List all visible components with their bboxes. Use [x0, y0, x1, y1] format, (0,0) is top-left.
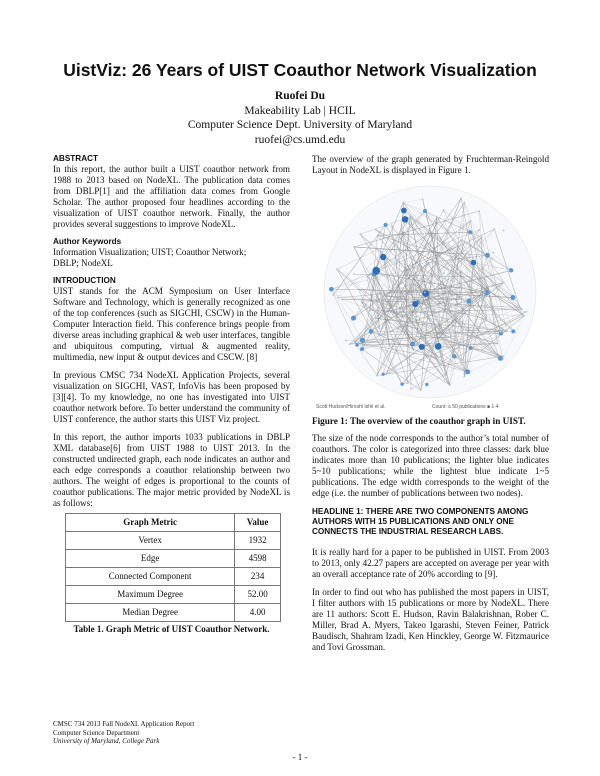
figure-legend-left: Scott Hudson/Hiroshi Ishii et al.: [316, 404, 386, 410]
network-node: [455, 253, 457, 255]
network-node: [450, 336, 452, 338]
network-node: [468, 230, 472, 234]
network-node: [502, 355, 504, 357]
network-node: [478, 210, 480, 212]
table-cell-value: 234: [235, 568, 281, 586]
author-block: [0, 89, 600, 147]
acceptance-paragraph: It is really hard for a paper to be published in UIST. From 2003 to 2013, only 42.27 papers are accepted on average per year with an overall acceptance rate of 20% according to [9].: [312, 547, 549, 579]
network-node: [502, 330, 504, 332]
network-node: [452, 354, 456, 358]
network-node: [526, 311, 528, 313]
network-node: [523, 315, 525, 317]
network-node: [503, 230, 505, 232]
table-cell-value: 4598: [235, 550, 281, 568]
network-node: [375, 317, 377, 319]
network-node: [353, 273, 355, 275]
network-node: [422, 290, 429, 297]
network-node: [402, 216, 409, 223]
footer-line-2: Computer Science Department: [53, 728, 140, 737]
network-node: [353, 246, 355, 248]
network-node: [419, 344, 425, 350]
table-header-row: [66, 514, 281, 532]
network-node: [461, 286, 463, 288]
network-node: [492, 258, 494, 260]
network-node: [481, 236, 483, 238]
network-node: [412, 349, 414, 351]
table-cell-metric: Connected Component: [66, 568, 235, 586]
network-node: [425, 383, 428, 386]
network-node: [412, 283, 414, 285]
network-node: [360, 338, 365, 343]
network-node: [497, 343, 499, 345]
network-node: [376, 292, 378, 294]
network-node: [354, 341, 356, 343]
network-node: [349, 343, 351, 345]
graph-metric-table: [65, 513, 281, 622]
network-node: [437, 261, 439, 263]
network-node: [459, 298, 461, 300]
network-node: [417, 332, 419, 334]
network-node: [462, 298, 464, 300]
author-lab: Makeability Lab | HCIL: [244, 104, 356, 117]
network-node: [510, 295, 515, 300]
footer-line-1: CMSC 734 2013 Fall NodeXL Application Report: [53, 720, 195, 728]
network-node: [422, 198, 424, 200]
network-node: [389, 345, 391, 347]
network-node: [336, 268, 338, 270]
intro-paragraph-3: In this report, the author imports 1033 publications in DBLP XML database[6] from UIST 1988 to UIST 2013. In the constructed undirected graph, each node indicates an author and each edge corresponds a coauthor relationship between two authors. The weight of edges is proportional to the counts of coauthor publications. The major metric provided by NodeXL is as follows:: [53, 432, 290, 508]
network-node: [378, 328, 380, 330]
network-node: [487, 286, 489, 288]
table-cell-metric: Edge: [66, 550, 235, 568]
network-node: [463, 202, 465, 204]
network-node: [383, 312, 385, 314]
network-node: [369, 310, 371, 312]
table-header-value: Value: [235, 514, 281, 532]
network-node: [409, 216, 411, 218]
page-number: - 1 -: [292, 752, 308, 762]
network-node: [419, 264, 421, 266]
network-node: [391, 225, 393, 227]
intro-paragraph-1: UIST stands for the ACM Symposium on User Interface Software and Technology, which is generally recognized as one of the top conferences (such as SIGCHI, CSCW) in the Human-Computer Interaction field. This conference brings people from diverse areas including graphical & web user interfaces, tangible and ubiquitous computing, virtual & augmented reality, multimedia, new input & output devices and CSCW. [8]: [53, 286, 290, 362]
network-node: [460, 270, 462, 272]
network-node: [381, 295, 383, 297]
node-size-paragraph: The size of the node corresponds to the author’s total number of coauthors. The color is categorized into three classes: dark blue indicates more than 10 publications; the lighter blue indicates 5~10 publications; while the lightest blue indicate 1~5 publications. The edge width corresponds to the weight of the edge (i.e. the number of publications between two nodes).: [312, 433, 549, 498]
network-node: [425, 324, 427, 326]
left-column: [53, 154, 290, 635]
network-node: [493, 252, 495, 254]
table-header-metric: Graph Metric: [66, 514, 235, 532]
network-node: [391, 312, 393, 314]
network-node: [458, 245, 460, 247]
network-node: [440, 363, 442, 365]
network-node: [443, 333, 445, 335]
figure-legend-right: Count: ≤ 50 publications ■ 1-4: [432, 404, 499, 410]
network-node: [376, 375, 378, 377]
network-node: [355, 343, 358, 346]
network-node: [345, 339, 347, 341]
network-node: [405, 266, 407, 268]
network-node: [380, 254, 386, 260]
network-node: [381, 343, 383, 345]
network-node: [498, 356, 503, 361]
paper-title: UistViz: 26 Years of UIST Coauthor Network Visualization: [63, 60, 537, 80]
network-node: [465, 313, 467, 315]
network-node: [509, 268, 513, 272]
network-node: [414, 310, 416, 312]
network-node: [332, 294, 334, 296]
network-node: [460, 197, 462, 199]
network-node: [341, 298, 343, 300]
network-node: [438, 357, 440, 359]
network-node: [463, 367, 465, 369]
table-row: [66, 568, 281, 586]
network-node: [378, 248, 380, 250]
figure-caption: Figure 1: The overview of the coauthor graph in UIST.: [312, 416, 526, 426]
network-node: [471, 260, 477, 266]
network-node: [378, 334, 380, 336]
network-node: [493, 228, 495, 230]
network-node: [436, 256, 438, 258]
introduction-heading: INTRODUCTION: [53, 276, 116, 285]
network-node: [351, 316, 356, 321]
table-cell-value: 1932: [235, 532, 281, 550]
network-node: [404, 324, 406, 326]
network-node: [439, 333, 441, 335]
intro-paragraph-2: In previous CMSC 734 NodeXL Application Projects, several visualization on SIGCHI, VAST, InfoVis has been proposed by [3][4]. To my knowledge, no one has investigated into UIST coauthor network before. To better understand the community of UIST conference, the author starts this UIST Viz project.: [53, 370, 290, 424]
network-node: [368, 277, 370, 279]
network-node: [484, 296, 486, 298]
author-email: ruofei@cs.umd.edu: [254, 133, 346, 146]
keywords-line-2: DBLP; NodeXL: [53, 258, 113, 268]
network-node: [435, 343, 442, 350]
network-node: [400, 382, 403, 385]
network-node: [418, 343, 420, 345]
network-node: [502, 359, 504, 361]
network-node: [412, 301, 418, 307]
network-node: [410, 341, 415, 346]
footer-line-3: University of Maryland, College Park: [53, 737, 160, 745]
network-node: [401, 208, 407, 214]
network-node: [430, 231, 432, 233]
network-node: [466, 298, 471, 303]
network-node: [357, 288, 359, 290]
table-row: [66, 586, 281, 604]
network-node: [410, 388, 412, 390]
network-node: [436, 216, 438, 218]
figure-intro-text: The overview of the graph generated by Fruchterman-Reingold Layout in NodeXL is displayed in Figure 1.: [312, 154, 549, 175]
network-node: [382, 373, 385, 376]
network-node: [460, 239, 462, 241]
network-node: [485, 253, 490, 258]
network-node: [372, 267, 380, 275]
network-node: [519, 307, 521, 309]
abstract-text: In this report, the author built a UIST coauthor network from 1988 to 2013 based on NodeXL. The publication data comes from DBLP[1] and the affiliation data comes from Google Scholar. The author proposed four headlines according to the visualization of UIST coauthor network. Finally, the author provides several suggestions to improve NodeXL.: [53, 164, 290, 229]
network-node: [394, 258, 396, 260]
network-node: [420, 389, 422, 391]
right-column: [312, 154, 549, 653]
table-cell-value: 4.00: [235, 604, 281, 622]
network-node: [404, 271, 406, 273]
network-node: [481, 349, 483, 351]
network-node: [395, 317, 397, 319]
network-node: [481, 317, 483, 319]
network-node: [459, 342, 461, 344]
keywords-heading: Author Keywords: [53, 237, 122, 246]
network-node: [489, 290, 491, 292]
network-node: [385, 374, 387, 376]
abstract-heading: ABSTRACT: [53, 154, 99, 163]
network-node: [361, 301, 363, 303]
network-node: [449, 384, 451, 386]
network-node: [506, 330, 508, 332]
network-node: [424, 291, 426, 293]
network-node: [423, 209, 427, 213]
network-node: [442, 294, 444, 296]
network-node: [462, 360, 464, 362]
table-row: [66, 532, 281, 550]
network-node: [445, 374, 447, 376]
network-node: [401, 308, 403, 310]
network-node: [359, 233, 361, 235]
network-node: [465, 369, 470, 374]
network-node: [366, 276, 368, 278]
headline-1: HEADLINE 1: THERE ARE TWO COMPONENTS AMONG AUTHORS WITH 15 PUBLICATIONS AND ONLY ONE CONNECTS THE INDUSTRIAL RESEARCH LABS.: [312, 507, 529, 536]
network-node: [503, 282, 505, 284]
network-node: [388, 309, 390, 311]
table-cell-value: 52.00: [235, 586, 281, 604]
network-node: [483, 276, 485, 278]
table-caption: Table 1. Graph Metric of UIST Coauthor Network.: [73, 624, 270, 634]
network-node: [389, 286, 391, 288]
network-node: [427, 262, 429, 264]
table-cell-metric: Maximum Degree: [66, 586, 235, 604]
table-row: [66, 550, 281, 568]
network-node: [385, 328, 387, 330]
filter-authors-paragraph: In order to find out who has published the most papers in UIST, I filter authors with 15 publications or more by NodeXL. There are 11 authors: Scott E. Hudson, Ravin Balakrishnan, Rober C. Miller, Brad A. Myers, Takeo Igarashi, Steven Feiner, Patrick Baudisch, Shahram Izadi, Ken Hinckley, George W. Fitzmaurice and Tovi Grossman.: [312, 587, 549, 652]
network-node: [443, 272, 445, 274]
network-node: [500, 331, 502, 333]
network-node: [470, 220, 472, 222]
network-node: [478, 229, 480, 231]
network-node: [462, 329, 464, 331]
network-node: [484, 291, 486, 293]
network-node: [463, 376, 465, 378]
network-node: [521, 308, 523, 310]
network-node: [402, 231, 404, 233]
network-node: [486, 318, 488, 320]
network-node: [375, 229, 377, 231]
report-footer: [53, 720, 194, 746]
table-row: [66, 604, 281, 622]
network-node: [329, 287, 334, 292]
author-name: Ruofei Du: [274, 90, 326, 102]
keywords-line-1: Information Visualization; UIST; Coauthor Network;: [53, 247, 247, 257]
network-node: [402, 201, 404, 203]
network-node: [360, 347, 364, 351]
network-node: [369, 329, 374, 334]
coauthor-network-figure: [312, 180, 549, 412]
network-node: [469, 346, 473, 350]
network-node: [443, 209, 445, 211]
network-node: [511, 329, 515, 333]
network-node: [369, 299, 371, 301]
network-node: [377, 234, 379, 236]
network-node: [337, 297, 339, 299]
network-node: [407, 382, 409, 384]
table-cell-metric: Vertex: [66, 532, 235, 550]
author-dept: Computer Science Dept. University of Maryland: [187, 119, 413, 131]
network-node: [384, 223, 388, 227]
table-cell-metric: Median Degree: [66, 604, 235, 622]
